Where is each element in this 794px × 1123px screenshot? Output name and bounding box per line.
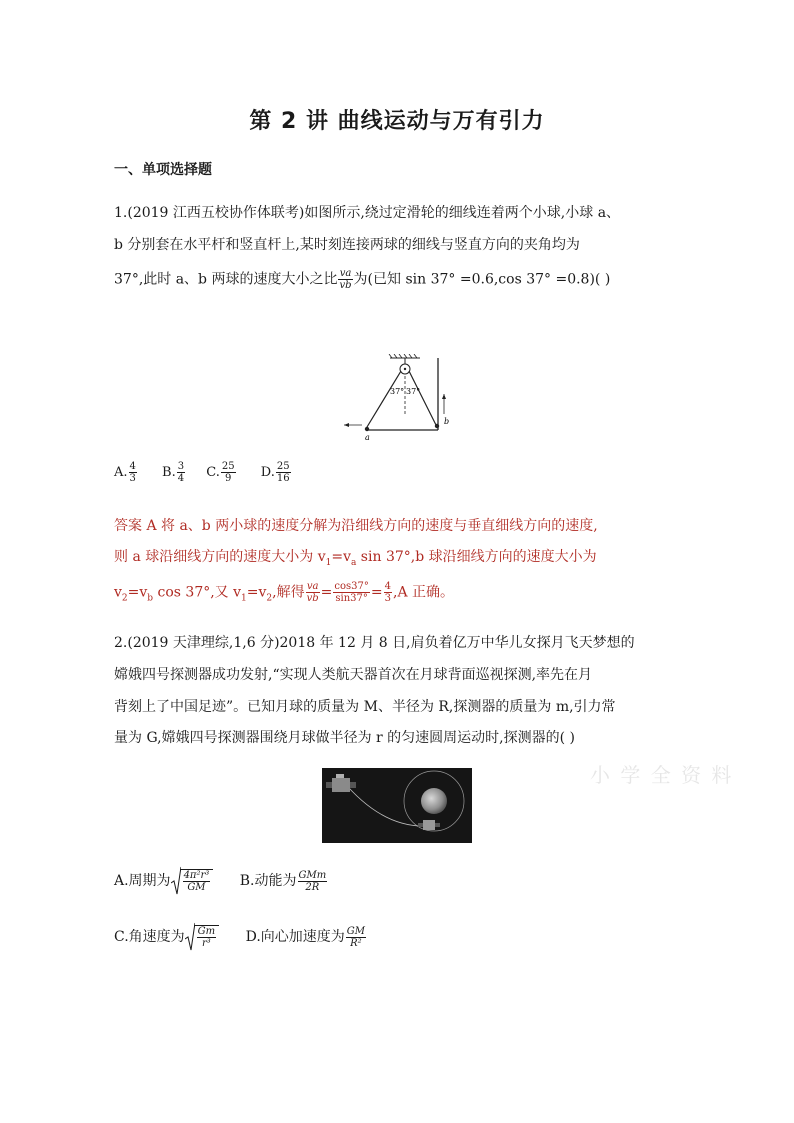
q1-option-b[interactable]: [162, 461, 186, 484]
q1-answer-3e: ,解得: [272, 584, 305, 601]
q1-answer-3a: v: [114, 584, 122, 601]
velocity-arrowhead-a: [344, 423, 349, 427]
q1-option-b-letter: B.: [162, 465, 176, 480]
q1-answer-f3-num: 4: [384, 581, 391, 592]
q1-answer-line-1: 答案 A 将 a、b 两小球的速度分解为沿细线方向的速度与垂直细线方向的速度,: [114, 518, 598, 534]
string-right: [409, 371, 437, 427]
q1-line-2: b 分别套在水平杆和竖直杆上,某时刻连接两球的细线与竖直方向的夹角均为: [114, 237, 580, 253]
sqrt-sign-icon: [185, 922, 195, 952]
q2-option-a-fraction: [183, 870, 211, 893]
q1-answer-fraction-3: [384, 581, 392, 604]
pulley-diagram: [340, 354, 460, 444]
ceiling-hatch: [389, 354, 417, 358]
pulley-axle: [404, 368, 406, 370]
q1-answer-2b: =v: [331, 549, 351, 565]
q2-option-d-den: R²: [350, 937, 362, 949]
string-left: [367, 371, 401, 427]
q1-option-a-den: 3: [129, 473, 136, 484]
q1-answer-3b: =v: [127, 584, 148, 601]
q2-options-row-2: [114, 925, 367, 949]
q1-answer-sub-2b: 2: [266, 593, 273, 604]
q1-line-3-suffix: 为(已知 sin 37° =0.6,cos 37° =0.8)( ): [353, 271, 611, 288]
q2-option-c-num: Gm: [197, 926, 216, 937]
section-heading: 一、单项选择题: [114, 162, 212, 178]
moon-icon: [421, 788, 447, 814]
q2-option-b-den: 2R: [305, 881, 320, 893]
velocity-arrowhead-b: [442, 394, 446, 399]
q1-answer-sub-a: a: [350, 557, 357, 568]
q2-option-a-sqrt: [171, 869, 214, 893]
q2-option-c[interactable]: [114, 926, 219, 949]
q2-option-a[interactable]: [114, 870, 213, 893]
q1-answer-sub-1b: 1: [241, 593, 247, 604]
q1-ratio-fraction: [338, 268, 352, 291]
q1-option-b-fraction: [177, 461, 185, 484]
q1-option-a[interactable]: [114, 461, 138, 484]
q1-answer-f3-den: 3: [384, 593, 391, 604]
q1-answer-line-2: [114, 547, 597, 573]
page-title: 第 2 讲 曲线运动与万有引力: [249, 109, 545, 134]
probe-orbit-photo: [322, 768, 472, 843]
q1-answer-sub-2: 2: [121, 593, 128, 604]
q1-answer-2a: 则 a 球沿细线方向的速度大小为 v: [114, 549, 326, 565]
q1-line-3-prefix: 37°,此时 a、b 两球的速度大小之比: [114, 271, 338, 288]
q1-option-c[interactable]: [206, 461, 236, 484]
q1-ratio-num: va: [339, 268, 352, 279]
q2-option-c-den: r³: [202, 938, 211, 949]
q1-option-a-num: 4: [129, 461, 136, 472]
q1-answer-eq-2: =: [370, 584, 383, 601]
q2-line-2: 嫦娥四号探测器成功发射,“实现人类航天器首次在月球背面巡视探测,率先在月: [114, 667, 593, 683]
q2-option-a-num: 4π²r³: [183, 870, 210, 881]
ball-a: [365, 427, 369, 431]
angle-label-left: 37°: [390, 387, 405, 396]
q1-option-b-num: 3: [177, 461, 185, 472]
q1-option-c-fraction: [221, 461, 236, 484]
q1-option-a-letter: A.: [114, 465, 128, 480]
q1-options: [114, 461, 292, 484]
q2-option-a-den: GM: [187, 882, 206, 893]
q1-answer-fraction-1: [306, 581, 320, 604]
q1-answer-fraction-2: [333, 581, 369, 604]
q1-answer-3-end: ,A 正确。: [393, 584, 455, 601]
q1-option-d[interactable]: [260, 461, 292, 484]
q2-option-b-num: GMm: [298, 869, 327, 881]
q2-option-c-label: C.角速度为: [114, 929, 185, 945]
q2-option-d-fraction: [346, 926, 366, 949]
q1-answer-line-3: [114, 581, 454, 608]
q1-answer-f2-num: cos37°: [334, 581, 369, 592]
q2-line-1: 2.(2019 天津理综,1,6 分)2018 年 12 月 8 日,肩负着亿万中华儿女探月飞天梦想的: [114, 635, 635, 651]
q2-line-3: 背刻上了中国足迹”。已知月球的质量为 M、半径为 R,探测器的质量为 m,引力常: [114, 699, 616, 715]
q1-answer-sub-b: b: [147, 593, 154, 604]
q1-answer-f1-num: va: [306, 581, 319, 592]
q1-line-3: [114, 268, 610, 291]
q1-answer-f2-den: sin37°: [335, 593, 368, 604]
q2-option-c-fraction: [197, 926, 216, 949]
q2-option-a-label: A.周期为: [114, 873, 171, 889]
q1-answer-2c: sin 37°,b 球沿细线方向的速度大小为: [356, 549, 597, 565]
q1-option-d-num: 25: [276, 461, 290, 472]
q1-option-d-letter: D.: [260, 465, 275, 480]
q1-option-c-num: 25: [221, 461, 235, 472]
q1-answer-3c: cos 37°,又 v: [153, 584, 242, 601]
q2-option-d[interactable]: [245, 925, 367, 949]
q1-option-b-den: 4: [177, 473, 185, 484]
q2-option-d-label: D.向心加速度为: [245, 929, 345, 945]
q1-ratio-den: vb: [339, 280, 352, 291]
ball-b: [435, 424, 439, 428]
q1-answer-eq-1: =: [320, 584, 333, 601]
probe-orbit-illustration: [322, 768, 472, 843]
q1-line-1: 1.(2019 江西五校协作体联考)如图所示,绕过定滑轮的细线连着两个小球,小球 a、: [114, 205, 621, 221]
q1-option-d-fraction: [276, 461, 291, 484]
q1-option-a-fraction: [129, 461, 137, 484]
q2-option-b-label: B.动能为: [239, 873, 297, 889]
q1-option-d-den: 16: [276, 473, 290, 484]
q2-option-b-fraction: [298, 870, 328, 893]
q1-answer-sub-1: 1: [325, 557, 332, 568]
label-a: a: [365, 433, 370, 442]
q1-answer-f1-den: vb: [306, 593, 319, 604]
q2-options-row-1: [114, 869, 328, 893]
angle-label-right: 37°: [406, 387, 421, 396]
sqrt-sign-icon: [171, 866, 181, 896]
label-b: b: [444, 417, 450, 426]
q2-option-b[interactable]: [239, 869, 328, 893]
q2-line-4: 量为 G,嫦娥四号探测器围绕月球做半径为 r 的匀速圆周运动时,探测器的( ): [114, 730, 576, 746]
q2-option-d-num: GM: [346, 925, 366, 937]
q1-option-c-den: 9: [225, 473, 232, 484]
q1-option-c-letter: C.: [206, 465, 220, 480]
q1-answer-3d: =v: [246, 584, 267, 601]
watermark-text: 小 学 全 资 料: [590, 763, 734, 787]
q2-option-c-sqrt: [185, 925, 219, 949]
